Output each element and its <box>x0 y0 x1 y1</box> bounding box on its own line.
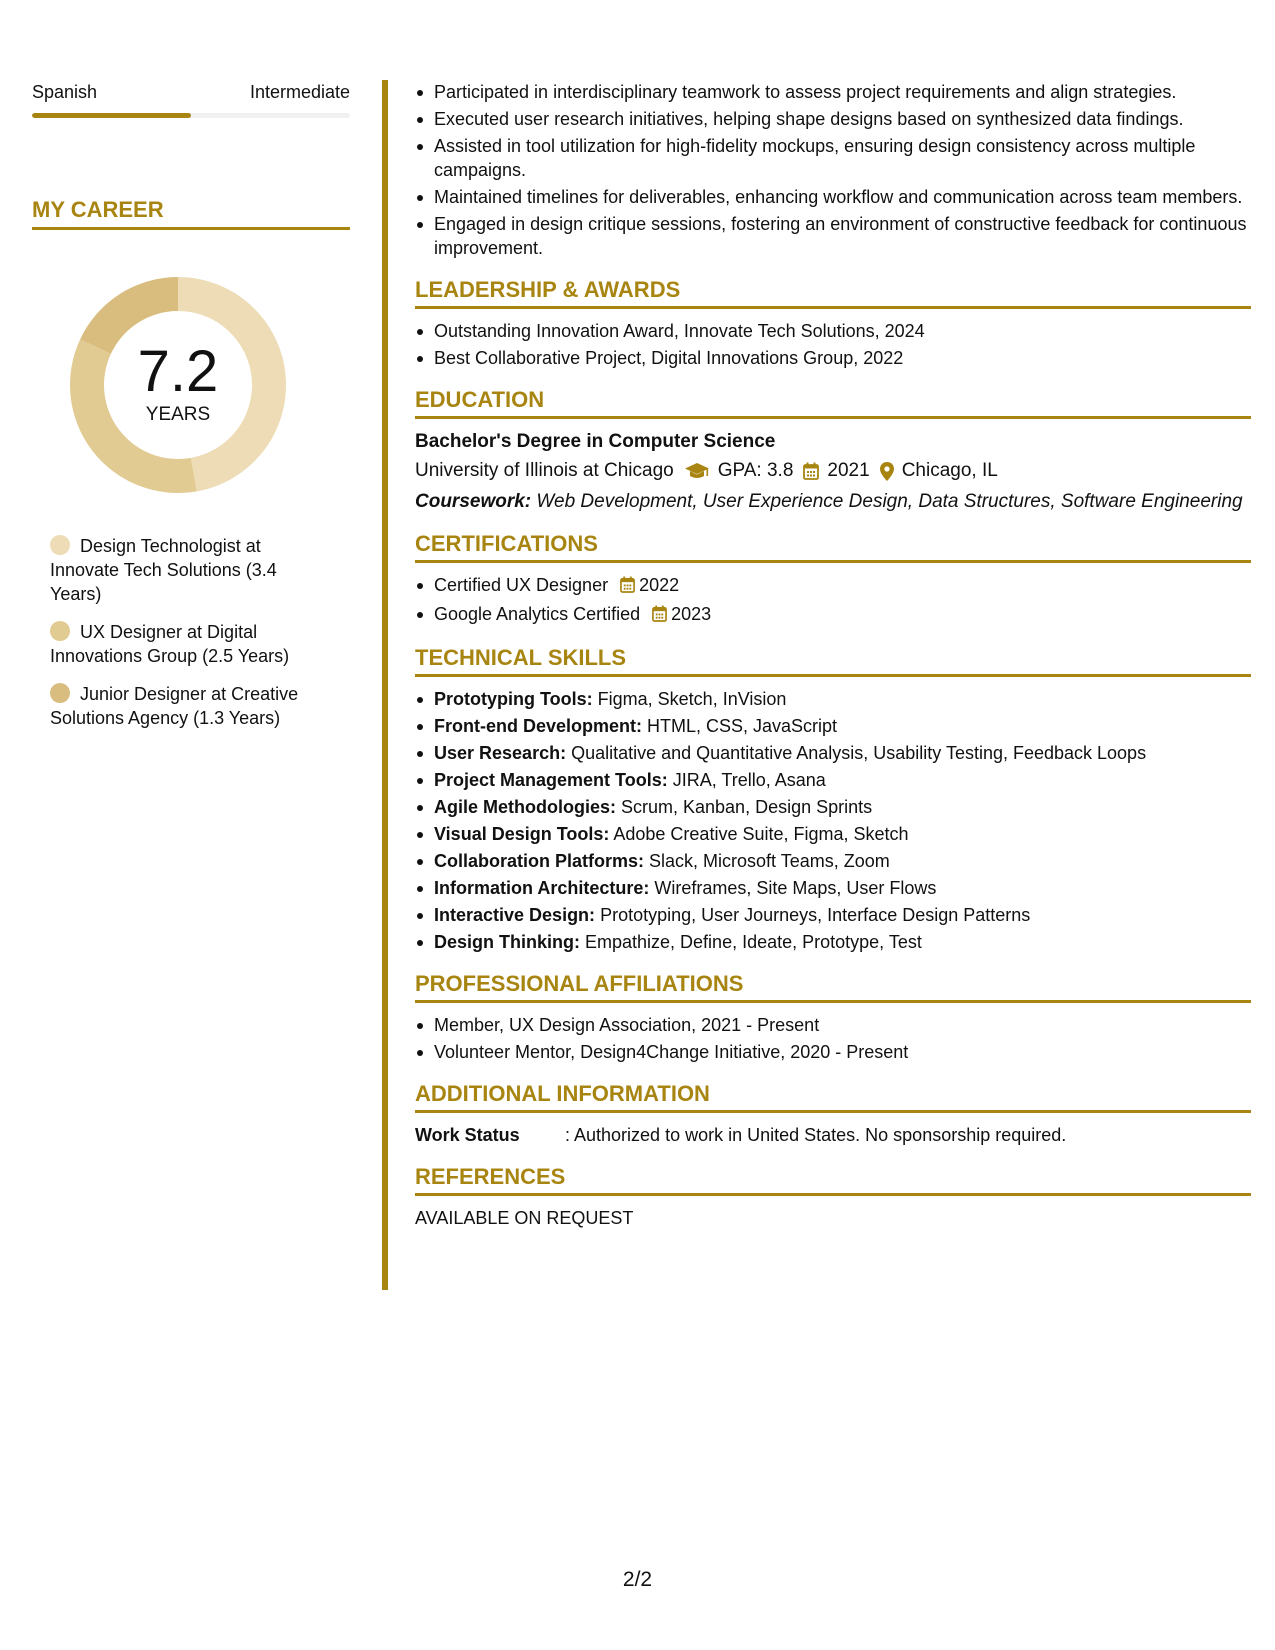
career-total-unit: YEARS <box>145 404 211 425</box>
column-divider <box>382 80 388 1290</box>
calendar-icon <box>652 604 667 628</box>
skill-label: User Research: <box>434 743 567 763</box>
list-item: Participated in interdisciplinary teamwork to assess project requirements and align strategies. <box>415 80 1251 104</box>
list-item <box>415 602 1251 628</box>
language-row <box>32 80 350 104</box>
left-column <box>32 80 350 744</box>
skill-value: Adobe Creative Suite, Figma, Sketch <box>609 824 909 844</box>
page-number: 2/2 <box>622 1568 653 1591</box>
list-item <box>415 573 1251 599</box>
legend-item <box>50 534 330 606</box>
skill-value: HTML, CSS, JavaScript <box>642 716 838 736</box>
legend-dot <box>50 683 70 703</box>
coursework-label: Coursework: <box>415 491 532 512</box>
skills-section <box>415 644 1251 954</box>
additional-section <box>415 1080 1251 1147</box>
map-pin-icon <box>880 462 894 481</box>
skill-value: Scrum, Kanban, Design Sprints <box>616 797 873 817</box>
certification-name: Google Analytics Certified <box>434 604 641 624</box>
skill-value: Figma, Sketch, InVision <box>592 689 787 709</box>
list-item <box>415 687 1251 711</box>
list-item: Maintained timelines for deliverables, enhancing workflow and communication across team members. <box>415 185 1251 209</box>
legend-item <box>50 620 330 668</box>
legend-dot <box>50 535 70 555</box>
skill-value: JIRA, Trello, Asana <box>667 770 826 790</box>
legend-label: UX Designer at Digital Innovations Group (2.5 Years) <box>50 622 290 666</box>
list-item: Outstanding Innovation Award, Innovate Tech Solutions, 2024 <box>415 319 1251 343</box>
list-item: Assisted in tool utilization for high-fidelity mockups, ensuring design consistency across multiple campaigns. <box>415 134 1251 182</box>
references-text: AVAILABLE ON REQUEST <box>415 1208 634 1228</box>
skill-value: Prototyping, User Journeys, Interface Design Patterns <box>595 905 1031 925</box>
career-donut-chart <box>65 272 291 498</box>
certification-year: 2022 <box>639 575 680 595</box>
certification-name: Certified UX Designer <box>434 575 609 595</box>
right-column <box>415 80 1251 1230</box>
references-section <box>415 1163 1251 1230</box>
experience-bullets <box>415 80 1251 260</box>
list-item <box>415 876 1251 900</box>
skill-label: Front-end Development: <box>434 716 643 736</box>
list-item <box>415 768 1251 792</box>
legend-dot <box>50 621 70 641</box>
skill-label: Project Management Tools: <box>434 770 668 790</box>
work-status-row <box>415 1123 1251 1147</box>
list-item <box>415 741 1251 765</box>
list-item: Executed user research initiatives, helping shape designs based on synthesized data findings. <box>415 107 1251 131</box>
education-location: Chicago, IL <box>901 460 998 481</box>
section-title: REFERENCES <box>415 1163 1251 1196</box>
coursework-list: Web Development, User Experience Design, Data Structures, Software Engineering <box>531 491 1243 512</box>
legend-label: Junior Designer at Creative Solutions Agency (1.3 Years) <box>50 684 299 728</box>
education-meta <box>415 457 1251 485</box>
education-year: 2021 <box>827 460 870 481</box>
language-proficiency-fill <box>32 113 191 118</box>
section-title: PROFESSIONAL AFFILIATIONS <box>415 970 1251 1003</box>
list-item: Member, UX Design Association, 2021 - Present <box>415 1013 1251 1037</box>
skill-value: Slack, Microsoft Teams, Zoom <box>644 851 890 871</box>
education-coursework <box>415 489 1251 514</box>
legend-item <box>50 682 330 730</box>
section-title: ADDITIONAL INFORMATION <box>415 1080 1251 1113</box>
skill-label: Prototyping Tools: <box>434 689 593 709</box>
list-item: Engaged in design critique sessions, fostering an environment of constructive feedback for continuous improvement. <box>415 212 1251 260</box>
section-title: EDUCATION <box>415 386 1251 419</box>
section-title: LEADERSHIP & AWARDS <box>415 276 1251 309</box>
affiliations-section <box>415 970 1251 1064</box>
skill-label: Information Architecture: <box>434 878 650 898</box>
list-item <box>415 930 1251 954</box>
education-school: University of Illinois at Chicago <box>415 460 674 481</box>
list-item <box>415 849 1251 873</box>
education-degree: Bachelor's Degree in Computer Science <box>415 431 776 452</box>
career-legend <box>32 534 350 730</box>
graduation-cap-icon <box>684 462 710 480</box>
legend-label: Design Technologist at Innovate Tech Solutions (3.4 Years) <box>50 536 277 604</box>
skill-label: Collaboration Platforms: <box>434 851 645 871</box>
awards-section <box>415 276 1251 370</box>
language-proficiency-bar <box>32 113 350 118</box>
skill-value: Wireframes, Site Maps, User Flows <box>649 878 937 898</box>
calendar-icon <box>803 462 819 480</box>
list-item <box>415 714 1251 738</box>
list-item: Volunteer Mentor, Design4Change Initiative, 2020 - Present <box>415 1040 1251 1064</box>
section-title: CERTIFICATIONS <box>415 530 1251 563</box>
work-status-label: Work Status <box>415 1125 520 1145</box>
certifications-section <box>415 530 1251 628</box>
calendar-icon <box>620 575 635 599</box>
skill-label: Visual Design Tools: <box>434 824 610 844</box>
work-status-value: : Authorized to work in United States. No sponsorship required. <box>565 1125 1067 1145</box>
skill-value: Qualitative and Quantitative Analysis, Usability Testing, Feedback Loops <box>566 743 1147 763</box>
list-item: Best Collaborative Project, Digital Innovations Group, 2022 <box>415 346 1251 370</box>
donut-center <box>65 272 291 498</box>
list-item <box>415 822 1251 846</box>
skill-label: Interactive Design: <box>434 905 596 925</box>
section-title: TECHNICAL SKILLS <box>415 644 1251 677</box>
language-level: Intermediate <box>249 82 350 102</box>
education-section <box>415 386 1251 514</box>
skill-label: Design Thinking: <box>434 932 580 952</box>
list-item <box>415 903 1251 927</box>
education-gpa: GPA: 3.8 <box>717 460 794 481</box>
career-heading: MY CAREER <box>32 196 350 230</box>
skill-value: Empathize, Define, Ideate, Prototype, Test <box>580 932 922 952</box>
list-item <box>415 795 1251 819</box>
language-name: Spanish <box>32 82 98 102</box>
skill-label: Agile Methodologies: <box>434 797 616 817</box>
career-total-value: 7.2 <box>137 339 219 404</box>
certification-year: 2023 <box>671 604 712 624</box>
